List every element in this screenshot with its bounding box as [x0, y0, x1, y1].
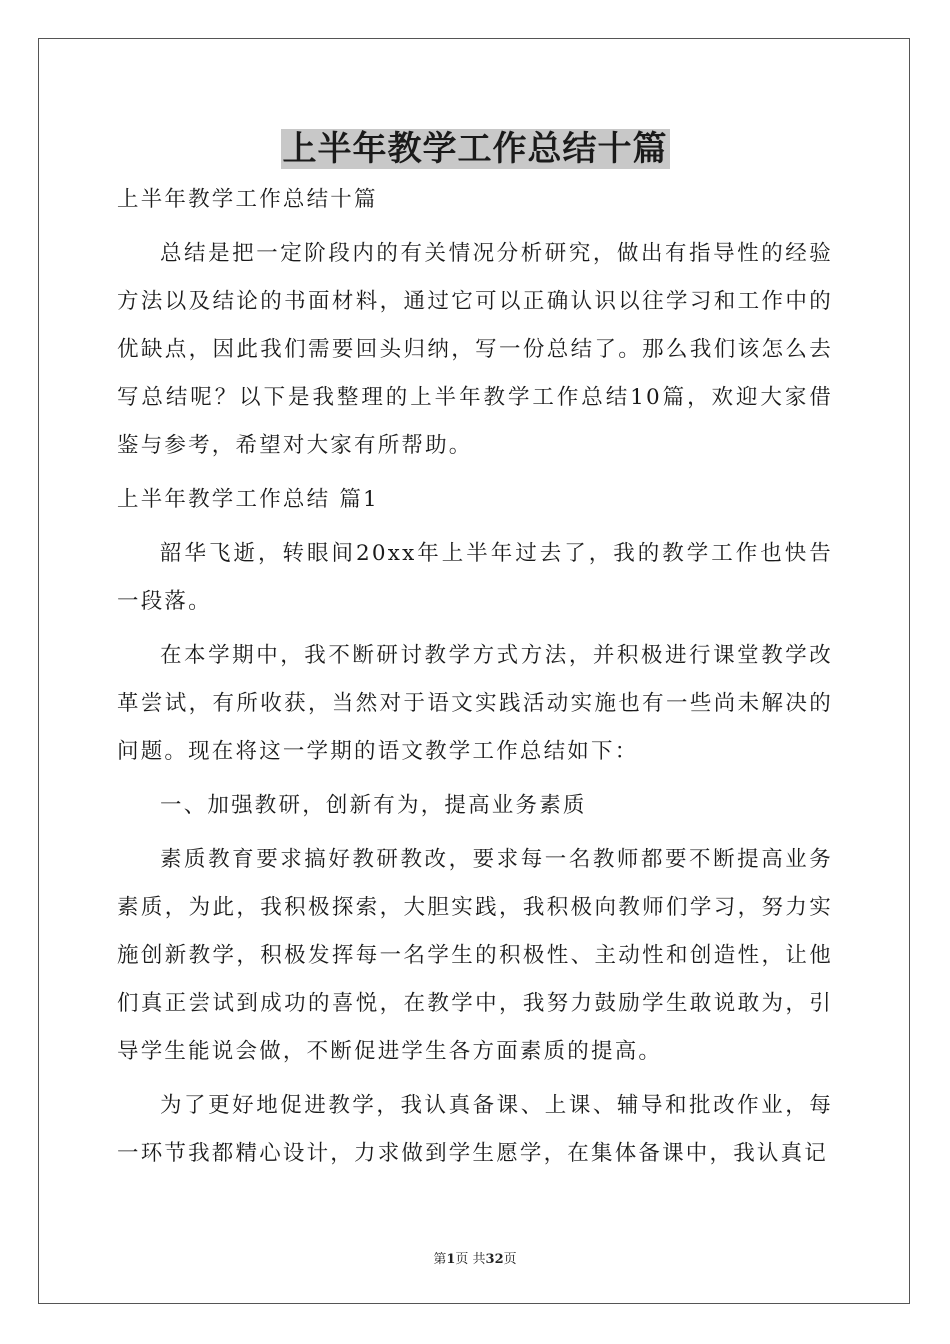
current-page-number: 1 — [446, 1252, 456, 1267]
footer-suffix: 页 — [503, 1252, 517, 1267]
page-footer — [0, 1248, 950, 1267]
paragraph-2: 在本学期中，我不断研讨教学方式方法，并积极进行课堂教学改革尝试，有所收获，当然对于语文实践活动实施也有一些尚未解决的问题。现在将这一学期的语文教学工作总结如下： — [117, 643, 833, 764]
footer-prefix: 第 — [433, 1252, 447, 1267]
document-body — [117, 176, 833, 1184]
document-title-text: 上半年教学工作总结十篇 — [282, 129, 668, 169]
subtitle: 上半年教学工作总结十篇 — [117, 187, 378, 212]
subheading-1: 一、加强教研，创新有为，提高业务素质 — [160, 793, 587, 818]
document-title — [0, 126, 950, 172]
section-heading: 上半年教学工作总结 篇1 — [117, 487, 379, 512]
footer-mid: 页 共 — [455, 1252, 486, 1267]
total-page-number: 32 — [485, 1252, 504, 1267]
paragraph-3: 素质教育要求搞好教研教改，要求每一名教师都要不断提高业务素质，为此，我积极探索，大胆实践，我积极向教师们学习，努力实施创新教学，积极发挥每一名学生的积极性、主动性和创造性，让他们真正尝试到成功的喜悦，在教学中，我努力鼓励学生敢说敢为，引导学生能说会做，不断促进学生各方面素质的提高。 — [117, 847, 833, 1064]
intro-paragraph: 总结是把一定阶段内的有关情况分析研究，做出有指导性的经验方法以及结论的书面材料，通过它可以正确认识以往学习和工作中的优缺点，因此我们需要回头归纳，写一份总结了。那么我们该怎么去写总结呢？以下是我整理的上半年教学工作总结10篇，欢迎大家借鉴与参考，希望对大家有所帮助。 — [117, 241, 833, 458]
paragraph-4: 为了更好地促进教学，我认真备课、上课、辅导和批改作业，每一环节我都精心设计，力求做到学生愿学，在集体备课中，我认真记 — [117, 1093, 833, 1166]
paragraph-1: 韶华飞逝，转眼间20xx年上半年过去了，我的教学工作也快告一段落。 — [117, 541, 833, 614]
